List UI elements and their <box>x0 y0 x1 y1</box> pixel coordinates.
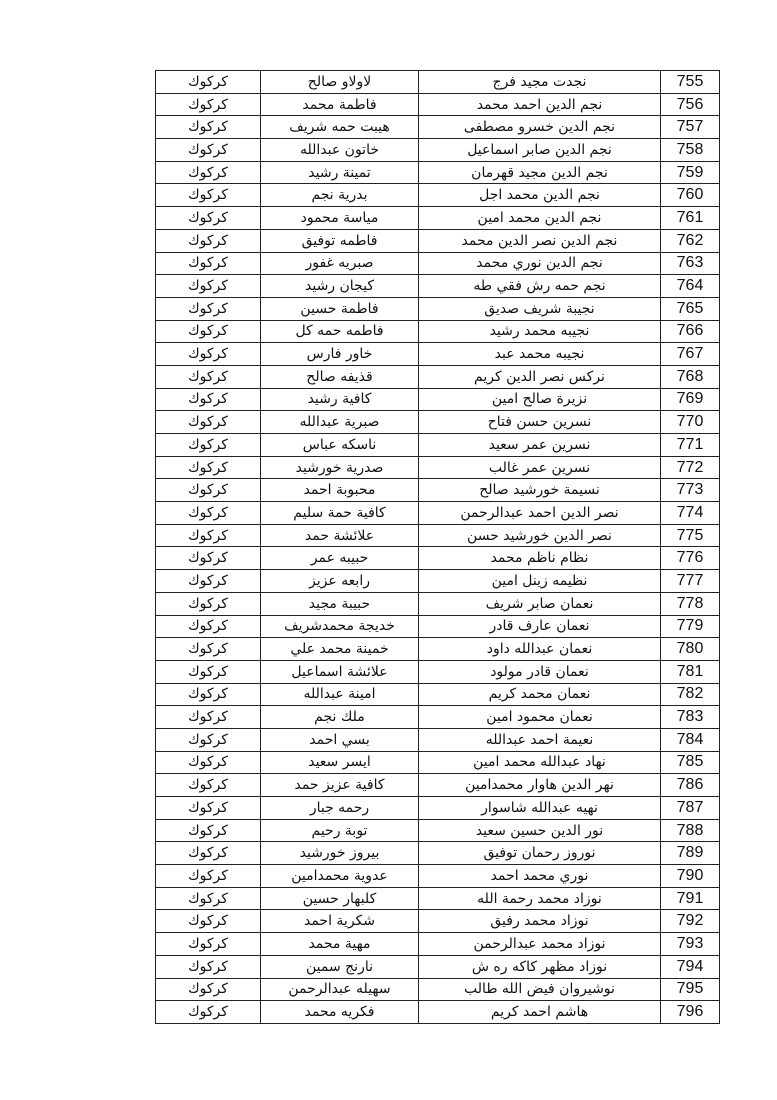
serial-number-cell: 783 <box>661 706 720 729</box>
mother-name-cell: كافية عزيز حمد <box>261 774 419 797</box>
serial-number-cell: 769 <box>661 388 720 411</box>
city-cell: كركوك <box>156 116 261 139</box>
serial-number-cell: 787 <box>661 797 720 820</box>
full-name-cell: نعمان محمد كريم <box>419 683 661 706</box>
city-cell: كركوك <box>156 343 261 366</box>
serial-number-cell: 757 <box>661 116 720 139</box>
mother-name-cell: علائشة اسماعيل <box>261 660 419 683</box>
table-row <box>156 887 720 910</box>
serial-number-cell: 782 <box>661 683 720 706</box>
serial-number-cell: 772 <box>661 456 720 479</box>
mother-name-cell: فاطمه توفيق <box>261 229 419 252</box>
full-name-cell: نهيه عبدالله شاسوار <box>419 797 661 820</box>
table-row <box>156 71 720 94</box>
serial-number-cell: 788 <box>661 819 720 842</box>
serial-number-cell: 773 <box>661 479 720 502</box>
mother-name-cell: خديجة محمدشريف <box>261 615 419 638</box>
table-row <box>156 411 720 434</box>
mother-name-cell: حبيبه عمر <box>261 547 419 570</box>
serial-number-cell: 784 <box>661 728 720 751</box>
city-cell: كركوك <box>156 638 261 661</box>
mother-name-cell: بسي احمد <box>261 728 419 751</box>
mother-name-cell: لاولاو صالح <box>261 71 419 94</box>
mother-name-cell: امينة عبدالله <box>261 683 419 706</box>
city-cell: كركوك <box>156 502 261 525</box>
serial-number-cell: 792 <box>661 910 720 933</box>
table-body <box>156 71 720 1024</box>
full-name-cell: نجم الدين مجيد قهرمان <box>419 161 661 184</box>
full-name-cell: نعيمة احمد عبدالله <box>419 728 661 751</box>
city-cell: كركوك <box>156 660 261 683</box>
serial-number-cell: 763 <box>661 252 720 275</box>
serial-number-cell: 776 <box>661 547 720 570</box>
mother-name-cell: كلبهار حسين <box>261 887 419 910</box>
city-cell: كركوك <box>156 955 261 978</box>
city-cell: كركوك <box>156 524 261 547</box>
serial-number-cell: 759 <box>661 161 720 184</box>
city-cell: كركوك <box>156 774 261 797</box>
mother-name-cell: رحمه جبار <box>261 797 419 820</box>
city-cell: كركوك <box>156 683 261 706</box>
table-row <box>156 819 720 842</box>
city-cell: كركوك <box>156 229 261 252</box>
table-row <box>156 955 720 978</box>
mother-name-cell: مهية محمد <box>261 933 419 956</box>
city-cell: كركوك <box>156 1001 261 1024</box>
table-row <box>156 207 720 230</box>
table-row <box>156 547 720 570</box>
table-row <box>156 660 720 683</box>
serial-number-cell: 791 <box>661 887 720 910</box>
serial-number-cell: 781 <box>661 660 720 683</box>
table-row <box>156 524 720 547</box>
table-row <box>156 933 720 956</box>
serial-number-cell: 758 <box>661 139 720 162</box>
table-row <box>156 502 720 525</box>
city-cell: كركوك <box>156 139 261 162</box>
serial-number-cell: 793 <box>661 933 720 956</box>
mother-name-cell: كيجان رشيد <box>261 275 419 298</box>
mother-name-cell: بيروز خورشيد <box>261 842 419 865</box>
serial-number-cell: 778 <box>661 592 720 615</box>
table-row <box>156 706 720 729</box>
full-name-cell: نظام ناظم محمد <box>419 547 661 570</box>
city-cell: كركوك <box>156 751 261 774</box>
mother-name-cell: قذيفه صالح <box>261 365 419 388</box>
mother-name-cell: سهيله عبدالرحمن <box>261 978 419 1001</box>
mother-name-cell: كافية حمة سليم <box>261 502 419 525</box>
city-cell: كركوك <box>156 728 261 751</box>
full-name-cell: نجم الدين خسرو مصطفى <box>419 116 661 139</box>
full-name-cell: نسرين عمر غالب <box>419 456 661 479</box>
city-cell: كركوك <box>156 978 261 1001</box>
full-name-cell: نهاد عبدالله محمد امين <box>419 751 661 774</box>
mother-name-cell: رابعه عزيز <box>261 570 419 593</box>
mother-name-cell: محبوبة احمد <box>261 479 419 502</box>
city-cell: كركوك <box>156 207 261 230</box>
full-name-cell: نظيمه زينل امين <box>419 570 661 593</box>
full-name-cell: نوزاد محمد رفيق <box>419 910 661 933</box>
full-name-cell: نوزاد محمد عبدالرحمن <box>419 933 661 956</box>
full-name-cell: نجيبه محمد عبد <box>419 343 661 366</box>
city-cell: كركوك <box>156 797 261 820</box>
mother-name-cell: فاطمة محمد <box>261 93 419 116</box>
city-cell: كركوك <box>156 434 261 457</box>
table-row <box>156 683 720 706</box>
table-row <box>156 320 720 343</box>
full-name-cell: نجدت مجيد فرج <box>419 71 661 94</box>
full-name-cell: نعمان عارف قادر <box>419 615 661 638</box>
mother-name-cell: حبيبة مجيد <box>261 592 419 615</box>
serial-number-cell: 794 <box>661 955 720 978</box>
full-name-cell: نور الدين حسين سعيد <box>419 819 661 842</box>
city-cell: كركوك <box>156 547 261 570</box>
city-cell: كركوك <box>156 275 261 298</box>
table-row <box>156 388 720 411</box>
table-row <box>156 797 720 820</box>
table-row <box>156 365 720 388</box>
city-cell: كركوك <box>156 297 261 320</box>
serial-number-cell: 760 <box>661 184 720 207</box>
full-name-cell: نوشيروان فيض الله طالب <box>419 978 661 1001</box>
serial-number-cell: 766 <box>661 320 720 343</box>
mother-name-cell: فاطمة حسين <box>261 297 419 320</box>
city-cell: كركوك <box>156 910 261 933</box>
mother-name-cell: خاتون عبدالله <box>261 139 419 162</box>
full-name-cell: نعمان عبدالله داود <box>419 638 661 661</box>
table-row <box>156 638 720 661</box>
mother-name-cell: شكرية احمد <box>261 910 419 933</box>
table-row <box>156 252 720 275</box>
city-cell: كركوك <box>156 706 261 729</box>
mother-name-cell: ايسر سعيد <box>261 751 419 774</box>
serial-number-cell: 765 <box>661 297 720 320</box>
table-row <box>156 570 720 593</box>
serial-number-cell: 761 <box>661 207 720 230</box>
mother-name-cell: خاور فارس <box>261 343 419 366</box>
table-row <box>156 456 720 479</box>
city-cell: كركوك <box>156 320 261 343</box>
table-row <box>156 184 720 207</box>
serial-number-cell: 795 <box>661 978 720 1001</box>
city-cell: كركوك <box>156 184 261 207</box>
city-cell: كركوك <box>156 570 261 593</box>
full-name-cell: نسرين حسن فتاح <box>419 411 661 434</box>
city-cell: كركوك <box>156 592 261 615</box>
mother-name-cell: مياسة محمود <box>261 207 419 230</box>
city-cell: كركوك <box>156 388 261 411</box>
full-name-cell: نوزاد مظهر كاكه ره ش <box>419 955 661 978</box>
table-row <box>156 479 720 502</box>
serial-number-cell: 755 <box>661 71 720 94</box>
full-name-cell: نجيبه محمد رشيد <box>419 320 661 343</box>
table-row <box>156 842 720 865</box>
names-table <box>155 70 720 1024</box>
serial-number-cell: 780 <box>661 638 720 661</box>
serial-number-cell: 796 <box>661 1001 720 1024</box>
full-name-cell: نهر الدين هاوار محمدامين <box>419 774 661 797</box>
city-cell: كركوك <box>156 93 261 116</box>
serial-number-cell: 770 <box>661 411 720 434</box>
full-name-cell: نزيرة صالح امين <box>419 388 661 411</box>
city-cell: كركوك <box>156 933 261 956</box>
table-row <box>156 93 720 116</box>
city-cell: كركوك <box>156 865 261 888</box>
full-name-cell: نجم الدين صابر اسماعيل <box>419 139 661 162</box>
table-row <box>156 865 720 888</box>
full-name-cell: نصر الدين خورشيد حسن <box>419 524 661 547</box>
city-cell: كركوك <box>156 819 261 842</box>
serial-number-cell: 779 <box>661 615 720 638</box>
full-name-cell: نعمان صابر شريف <box>419 592 661 615</box>
table-row <box>156 297 720 320</box>
serial-number-cell: 785 <box>661 751 720 774</box>
table-row <box>156 275 720 298</box>
serial-number-cell: 764 <box>661 275 720 298</box>
full-name-cell: نعمان قادر مولود <box>419 660 661 683</box>
serial-number-cell: 762 <box>661 229 720 252</box>
mother-name-cell: توبة رحيم <box>261 819 419 842</box>
serial-number-cell: 790 <box>661 865 720 888</box>
mother-name-cell: بدرية نجم <box>261 184 419 207</box>
mother-name-cell: صدرية خورشيد <box>261 456 419 479</box>
full-name-cell: نجم الدين نوري محمد <box>419 252 661 275</box>
table-row <box>156 1001 720 1024</box>
serial-number-cell: 789 <box>661 842 720 865</box>
city-cell: كركوك <box>156 365 261 388</box>
full-name-cell: نجم الدين نصر الدين محمد <box>419 229 661 252</box>
full-name-cell: نجم الدين احمد محمد <box>419 93 661 116</box>
mother-name-cell: صبريه غفور <box>261 252 419 275</box>
full-name-cell: نوروز رحمان توفيق <box>419 842 661 865</box>
full-name-cell: هاشم احمد كريم <box>419 1001 661 1024</box>
full-name-cell: نجم حمه رش فقي طه <box>419 275 661 298</box>
table-row <box>156 615 720 638</box>
serial-number-cell: 768 <box>661 365 720 388</box>
full-name-cell: نصر الدين احمد عبدالرحمن <box>419 502 661 525</box>
serial-number-cell: 774 <box>661 502 720 525</box>
full-name-cell: نسرين عمر سعيد <box>419 434 661 457</box>
city-cell: كركوك <box>156 842 261 865</box>
city-cell: كركوك <box>156 252 261 275</box>
mother-name-cell: ناسكه عباس <box>261 434 419 457</box>
full-name-cell: نوزاد محمد رحمة الله <box>419 887 661 910</box>
city-cell: كركوك <box>156 615 261 638</box>
mother-name-cell: فاطمه حمه كل <box>261 320 419 343</box>
full-name-cell: نسيمة خورشيد صالح <box>419 479 661 502</box>
mother-name-cell: ملك نجم <box>261 706 419 729</box>
serial-number-cell: 775 <box>661 524 720 547</box>
mother-name-cell: كافية رشيد <box>261 388 419 411</box>
mother-name-cell: صبرية عبدالله <box>261 411 419 434</box>
table-row <box>156 728 720 751</box>
table-row <box>156 161 720 184</box>
full-name-cell: نعمان محمود امين <box>419 706 661 729</box>
city-cell: كركوك <box>156 887 261 910</box>
mother-name-cell: خمينة محمد علي <box>261 638 419 661</box>
city-cell: كركوك <box>156 71 261 94</box>
serial-number-cell: 771 <box>661 434 720 457</box>
full-name-cell: نركس نصر الدين كريم <box>419 365 661 388</box>
table-row <box>156 139 720 162</box>
serial-number-cell: 767 <box>661 343 720 366</box>
full-name-cell: نجيبة شريف صديق <box>419 297 661 320</box>
mother-name-cell: نارنج سمين <box>261 955 419 978</box>
mother-name-cell: هيبت حمه شريف <box>261 116 419 139</box>
table-row <box>156 751 720 774</box>
city-cell: كركوك <box>156 161 261 184</box>
table-row <box>156 774 720 797</box>
table-row <box>156 592 720 615</box>
serial-number-cell: 777 <box>661 570 720 593</box>
city-cell: كركوك <box>156 479 261 502</box>
mother-name-cell: علائشة حمد <box>261 524 419 547</box>
table-row <box>156 116 720 139</box>
mother-name-cell: عدوية محمدامين <box>261 865 419 888</box>
serial-number-cell: 756 <box>661 93 720 116</box>
table-row <box>156 978 720 1001</box>
serial-number-cell: 786 <box>661 774 720 797</box>
mother-name-cell: تمينة رشيد <box>261 161 419 184</box>
full-name-cell: نجم الدين محمد امين <box>419 207 661 230</box>
full-name-cell: نجم الدين محمد اجل <box>419 184 661 207</box>
full-name-cell: نوري محمد احمد <box>419 865 661 888</box>
table-row <box>156 434 720 457</box>
city-cell: كركوك <box>156 411 261 434</box>
table-row <box>156 229 720 252</box>
mother-name-cell: فكريه محمد <box>261 1001 419 1024</box>
table-row <box>156 343 720 366</box>
city-cell: كركوك <box>156 456 261 479</box>
table-row <box>156 910 720 933</box>
